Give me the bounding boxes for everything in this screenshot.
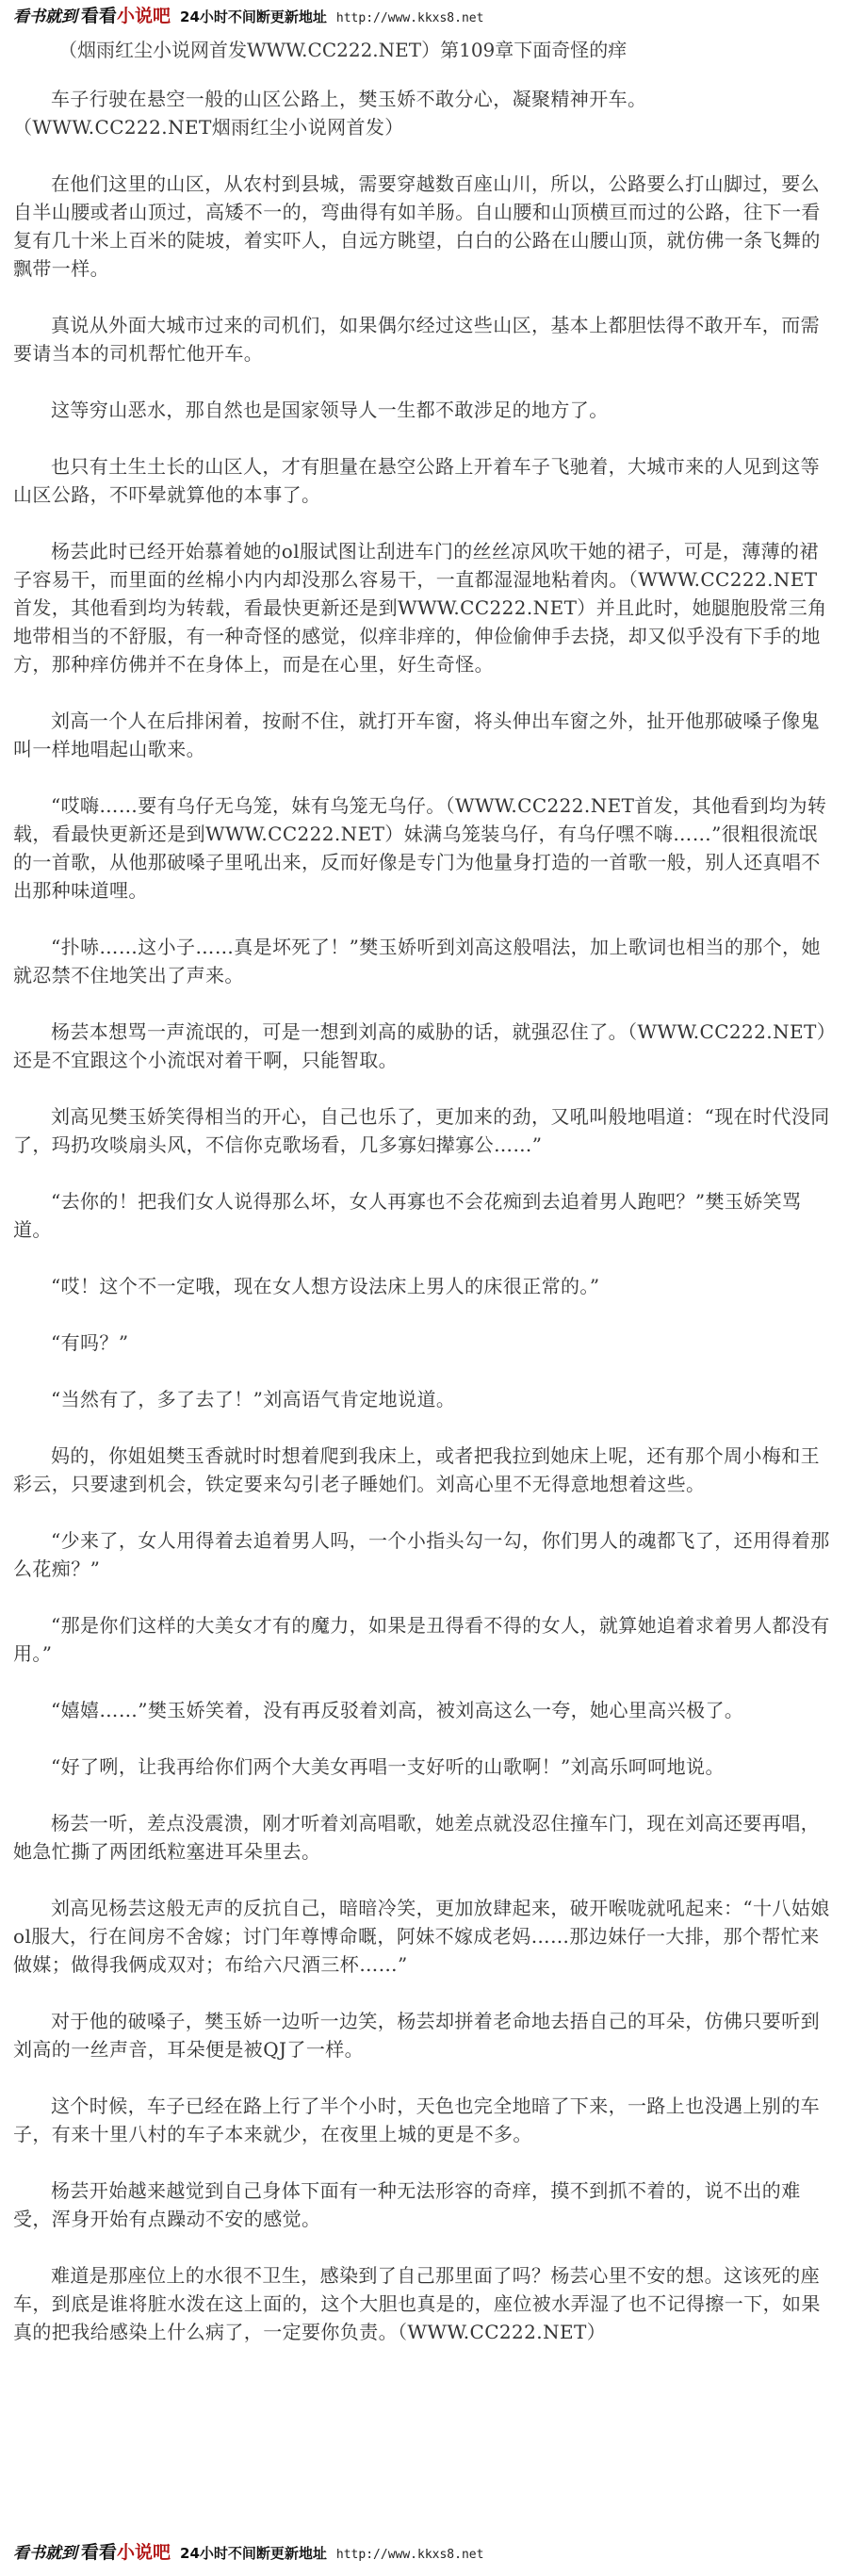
site-logo-part2: 小说吧 (117, 6, 171, 26)
banner-slogan: 24小时不间断更新地址 (180, 8, 327, 25)
banner-slogan: 24小时不间断更新地址 (180, 2545, 327, 2562)
paragraph: 刘高一个人在后排闲着，按耐不住，就打开车窗，将头伸出车窗之外，扯开他那破嗓子像鬼叫一样地唱起山歌来。 (13, 709, 820, 760)
chapter-content (13, 85, 835, 2346)
banner-url-link[interactable]: http://www.kkxs8.net (335, 11, 484, 25)
paragraph: “哎！这个不一定哦，现在女人想方设法床上男人的床很正常的。” (51, 1275, 600, 1297)
banner-prefix: 看书就到 (13, 8, 77, 26)
paragraph: 也只有土生土长的山区人，才有胆量在悬空公路上开着车子飞驰着，大城市来的人见到这等山区公路，不吓晕就算他的本事了。 (13, 455, 820, 506)
paragraph: “好了咧，让我再给你们两个大美女再唱一支好听的山歌啊！”刘高乐呵呵地说。 (51, 1755, 725, 1778)
paragraph: 杨芸一听，差点没震溃，刚才听着刘高唱歌，她差点就没忍住撞车门，现在刘高还要再唱，她急忙撕了两团纸粒塞进耳朵里去。 (13, 1812, 820, 1863)
paragraph: 这等穷山恶水，那自然也是国家领导人一生都不敢涉足的地方了。 (51, 399, 609, 421)
site-logo[interactable] (81, 2538, 171, 2567)
paragraph: “当然有了，多了去了！”刘高语气肯定地说道。 (51, 1388, 456, 1410)
site-logo-part2: 小说吧 (117, 2542, 171, 2563)
paragraph: “有吗？” (51, 1331, 129, 1354)
paragraph: “少来了，女人用得着去追着男人吗，一个小指头勾一勾，你们男人的魂都飞了，还用得着那么花痴？” (13, 1529, 830, 1580)
paragraph: 刘高见杨芸这般无声的反抗自己，暗暗冷笑，更加放肆起来，破开喉咙就吼起来：“十八姑娘ol服大，行在间房不舍嫁；讨门年尊博命嘅，阿妹不嫁成老妈……那边妹仔一大排，那个帮忙来做媒；做得我俩成双对；布给六尺酒三杯……” (13, 1897, 830, 1976)
site-banner-top (13, 2, 835, 30)
paragraph: “扑哧……这小子……真是坏死了！”樊玉娇听到刘高这般唱法，加上歌词也相当的那个，她就忍禁不住地笑出了声来。 (13, 936, 821, 986)
paragraph: 这个时候，车子已经在路上行了半个小时，天色也完全地暗了下来，一路上也没遇上别的车子，有来十里八村的车子本来就少，在夜里上城的更是不多。 (13, 2095, 820, 2145)
paragraph: “那是你们这样的大美女才有的魔力，如果是丑得看不得的女人，就算她追着求着男人都没有用。” (13, 1614, 830, 1665)
paragraph: “去你的！把我们女人说得那么坏，女人再寡也不会花痴到去追着男人跑吧？”樊玉娇笑骂道。 (13, 1190, 802, 1241)
paragraph: 杨芸本想骂一声流氓的，可是一想到刘高的威胁的话，就强忍住了。（WWW.CC222.NET）还是不宜跟这个小流氓对着干啊，只能智取。 (13, 1020, 827, 1071)
chapter-title: （烟雨红尘小说网首发WWW.CC222.NET）第109章下面奇怪的痒 (58, 39, 628, 61)
site-logo-part1: 看看 (81, 2542, 118, 2563)
paragraph: 对于他的破嗓子，樊玉娇一边听一边笑，杨芸却拼着老命地去捂自己的耳朵，仿佛只要听到刘高的一丝声音，耳朵便是被QJ了一样。 (13, 2010, 820, 2061)
banner-url-link[interactable]: http://www.kkxs8.net (335, 2548, 484, 2562)
paragraph: 妈的，你姐姐樊玉香就时时想着爬到我床上，或者把我拉到她床上呢，还有那个周小梅和王彩云，只要逮到机会，铁定要来勾引老子睡她们。刘高心里不无得意地想着这些。 (13, 1444, 820, 1495)
paragraph: 杨芸此时已经开始慕着她的ol服试图让刮进车门的丝丝凉风吹干她的裙子，可是，薄薄的裙子容易干，而里面的丝棉小内内却没那么容易干，一直都湿湿地粘着肉。（WWW.CC222.NET首发，其他看到均为转载，看最快更新还是到WWW.CC222.NET）并且此时，她腿胞股常三角地带相当的不舒服，有一种奇怪的感觉，似痒非痒的，伸俭偷伸手去挠，却又似乎没有下手的地方，那种痒仿佛并不在身体上，而是在心里，好生奇怪。 (13, 540, 827, 676)
paragraph: 真说从外面大城市过来的司机们，如果偶尔经过这些山区，基本上都胆怯得不敢开车，而需要请当本的司机帮忙他开车。 (13, 314, 820, 365)
paragraph: 难道是那座位上的水很不卫生，感染到了自己那里面了吗？杨芸心里不安的想。这该死的座车，到底是谁将脏水泼在这上面的，这个大胆也真是的，座位被水弄湿了也不记得擦一下，如果真的把我给感染上什么病了，一定要你负责。（WWW.CC222.NET） (13, 2264, 821, 2343)
paragraph: “哎嗨……要有乌仔无乌笼，妹有乌笼无乌仔。（WWW.CC222.NET首发，其他看到均为转载，看最快更新还是到WWW.CC222.NET）妹满乌笼装乌仔，有乌仔嘿不嗨……”很粗很流氓的一首歌，从他那破嗓子里吼出来，反而好像是专门为他量身打造的一首歌一般，别人还真唱不出那种味道哩。 (13, 794, 827, 902)
paragraph: 在他们这里的山区，从农村到县城，需要穿越数百座山川，所以，公路要么打山脚过，要么自半山腰或者山顶过，高矮不一的，弯曲得有如羊肠。自山腰和山顶横亘而过的公路，往下一看复有几十米上百米的陡坡，着实吓人，自远方眺望，白白的公路在山腰山顶，就仿佛一条飞舞的飘带一样。 (13, 172, 821, 280)
paragraph: “嬉嬉……”樊玉娇笑着，没有再反驳着刘高，被刘高这么一夸，她心里高兴极了。 (51, 1699, 744, 1721)
banner-prefix: 看书就到 (13, 2544, 77, 2563)
paragraph: 车子行驶在悬空一般的山区公路上，樊玉娇不敢分心，凝聚精神开车。（WWW.CC222.NET烟雨红尘小说网首发） (13, 88, 647, 139)
site-logo-part1: 看看 (81, 6, 118, 26)
paragraph: 刘高见樊玉娇笑得相当的开心，自己也乐了，更加来的劲，又吼叫般地唱道：“现在时代没同了，玛扔攻啖扇头风，不信你克歌场看，几多寡妇撵寡公……” (13, 1105, 830, 1156)
paragraph: 杨芸开始越来越觉到自己身体下面有一种无法形容的奇痒，摸不到抓不着的，说不出的难受，浑身开始有点躁动不安的感觉。 (13, 2179, 801, 2230)
site-logo[interactable] (81, 2, 171, 30)
site-banner-bottom (13, 2538, 483, 2567)
